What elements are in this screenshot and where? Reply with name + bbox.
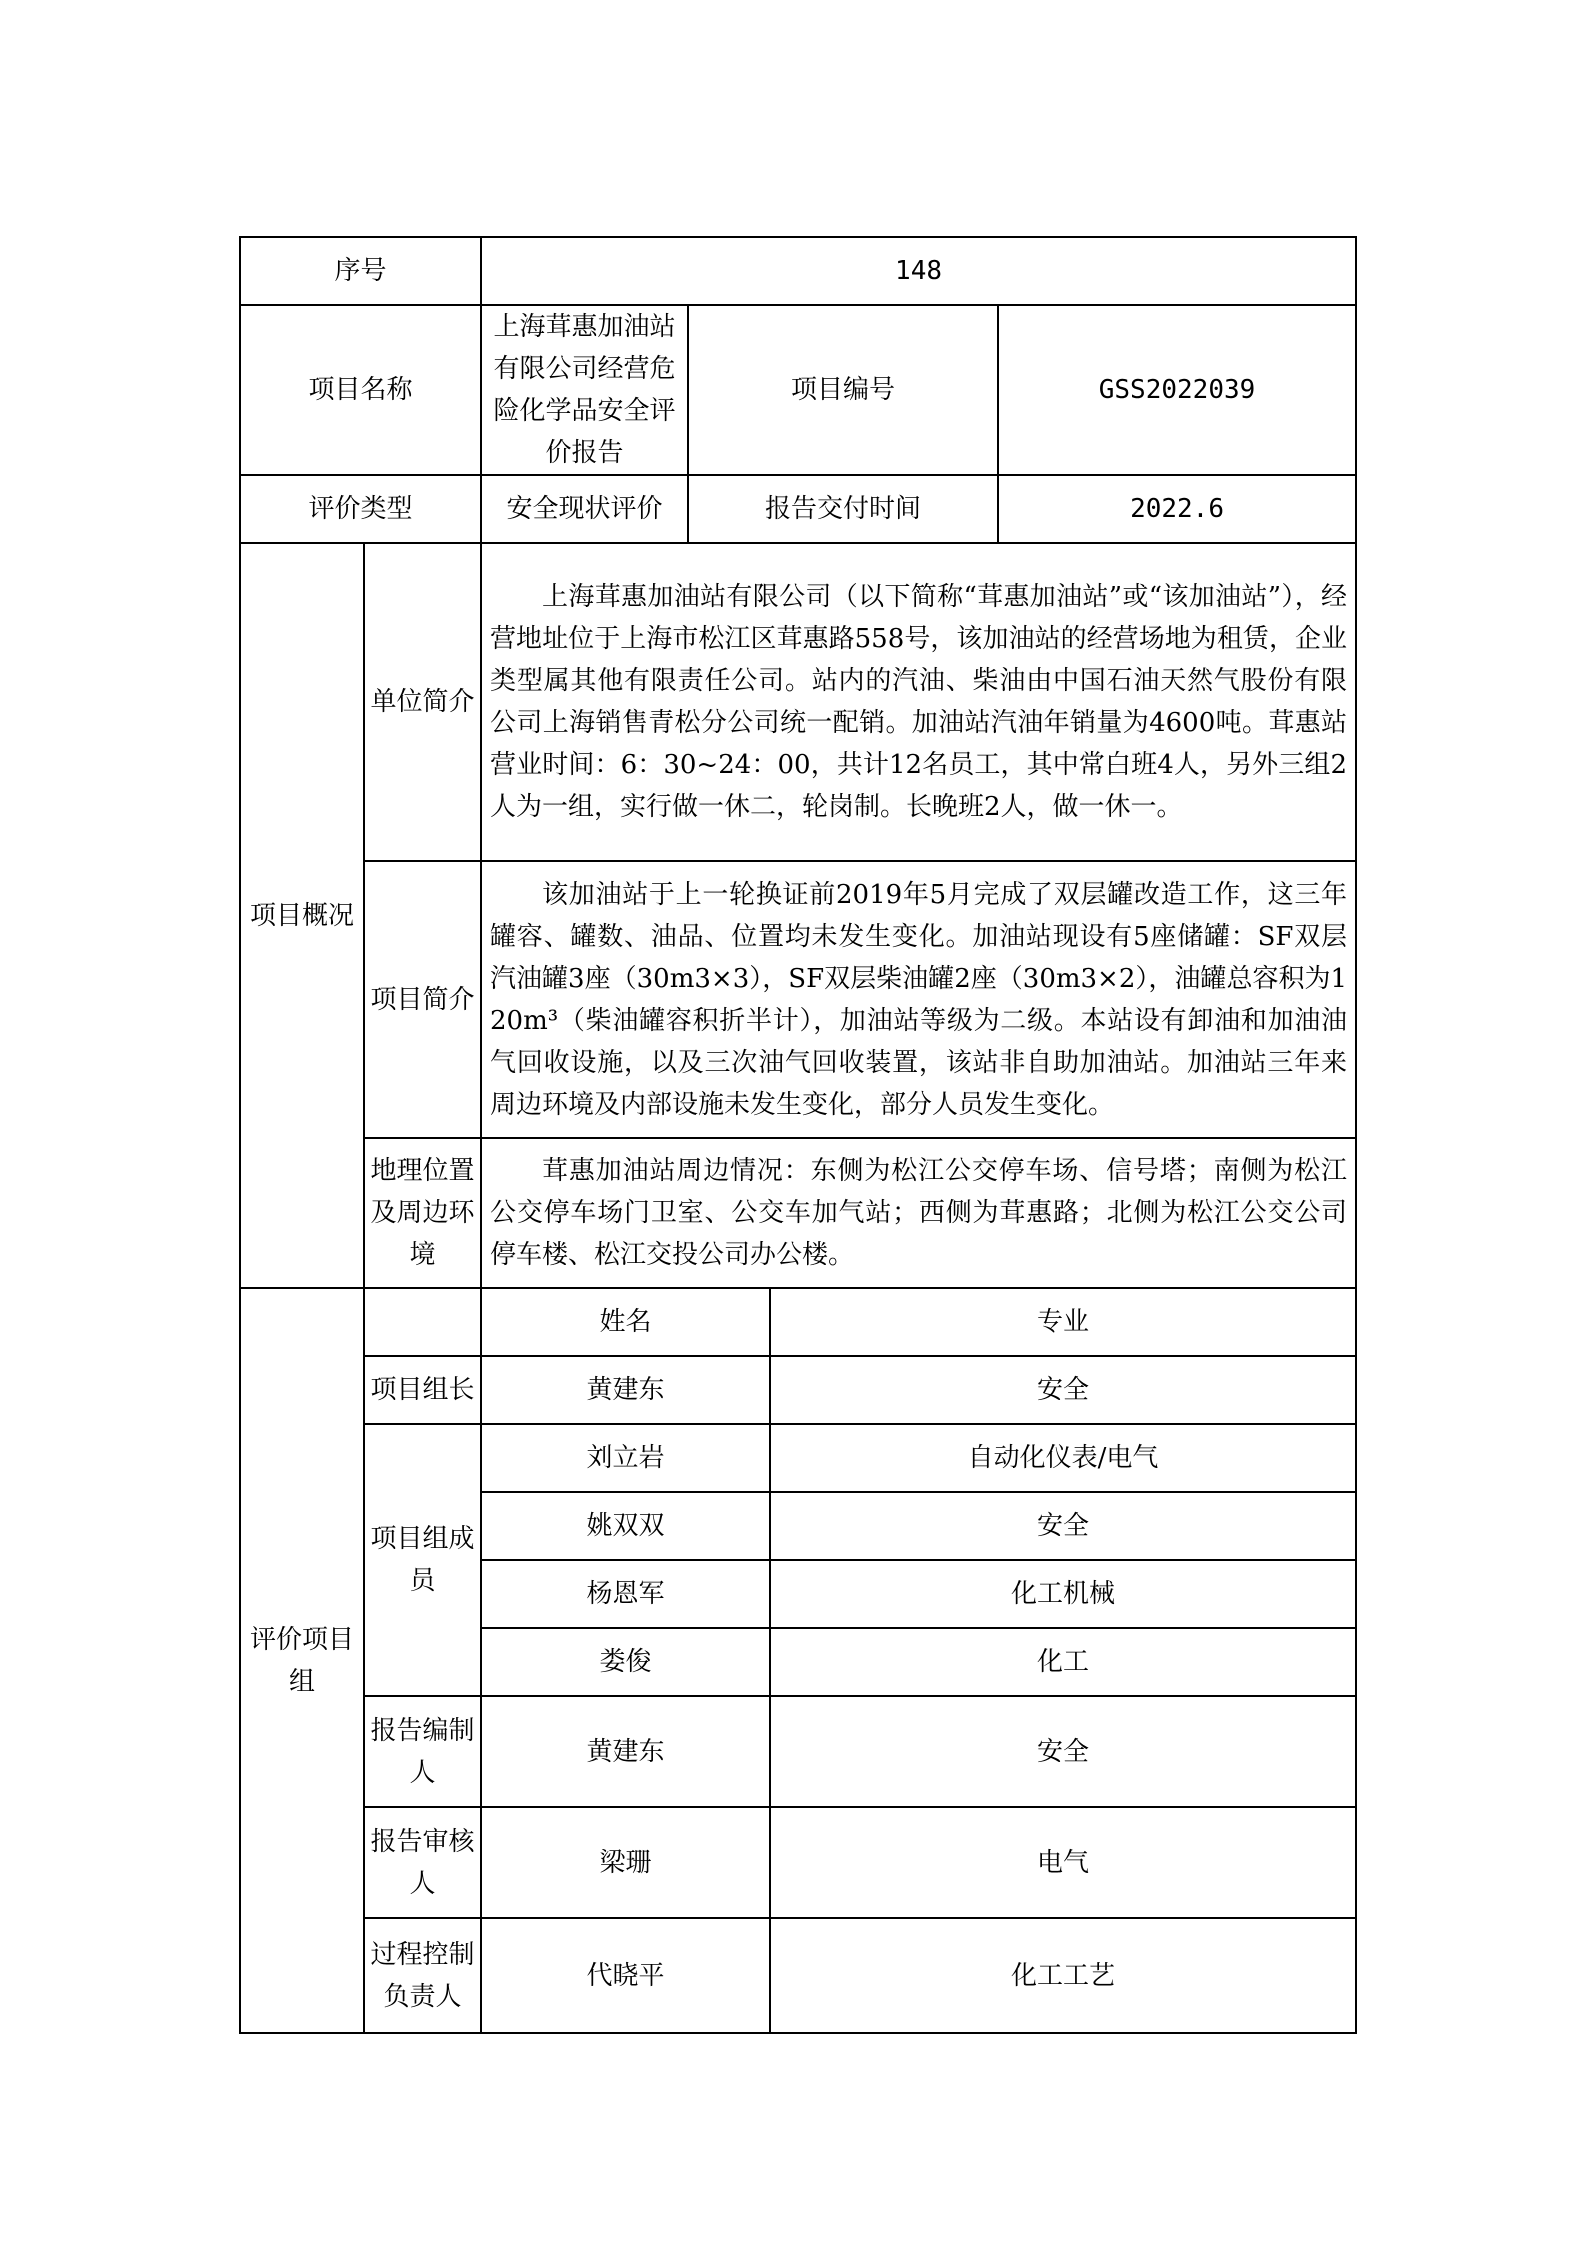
geo-row bbox=[240, 1138, 1356, 1288]
geo-text: 茸惠加油站周边情况：东侧为松江公交停车场、信号塔；南侧为松江公交停车场门卫室、公交车加气站；西侧为茸惠路；北侧为松江公交公司停车楼、松江交投公司办公楼。 bbox=[481, 1138, 1356, 1288]
member-major: 化工机械 bbox=[770, 1560, 1356, 1628]
unit-intro-label: 单位简介 bbox=[364, 543, 481, 861]
serial-row bbox=[240, 237, 1356, 305]
unit-intro-text: 上海茸惠加油站有限公司（以下简称“茸惠加油站”或“该加油站”），经营地址位于上海市松江区茸惠路558号，该加油站的经营场地为租赁，企业类型属其他有限责任公司。站内的汽油、柴油由中国石油天然气股份有限公司上海销售青松分公司统一配销。加油站汽油年销量为4600吨。茸惠站营业时间：6：30~24：00，共计12名员工，其中常白班4人，另外三组2人为一组，实行做一休二，轮岗制。长晚班2人，做一休一。 bbox=[481, 543, 1356, 861]
reviewer-label: 报告审核人 bbox=[364, 1807, 481, 1918]
serial-value: 148 bbox=[481, 237, 1356, 305]
control-row bbox=[240, 1918, 1356, 2033]
geo-label: 地理位置及周边环境 bbox=[364, 1138, 481, 1288]
project-name-value: 上海茸惠加油站有限公司经营危险化学品安全评价报告 bbox=[481, 305, 688, 475]
reviewer-name: 梁珊 bbox=[481, 1807, 770, 1918]
author-label: 报告编制人 bbox=[364, 1696, 481, 1807]
project-intro-text: 该加油站于上一轮换证前2019年5月完成了双层罐改造工作，这三年罐容、罐数、油品、位置均未发生变化。加油站现设有5座储罐：SF双层汽油罐3座（30m3×3），SF双层柴油罐2座（30m3×2），油罐总容积为120m³（柴油罐容积折半计），加油站等级为二级。本站设有卸油和加油油气回收设施，以及三次油气回收装置，该站非自助加油站。加油站三年来周边环境及内部设施未发生变化，部分人员发生变化。 bbox=[481, 861, 1356, 1138]
evaluation-type-row bbox=[240, 475, 1356, 543]
project-code-label: 项目编号 bbox=[688, 305, 998, 475]
control-label: 过程控制负责人 bbox=[364, 1918, 481, 2033]
author-major: 安全 bbox=[770, 1696, 1356, 1807]
member-major: 化工 bbox=[770, 1628, 1356, 1696]
report-table bbox=[239, 236, 1357, 2034]
major-header: 专业 bbox=[770, 1288, 1356, 1356]
reviewer-row bbox=[240, 1807, 1356, 1918]
team-header-blank bbox=[364, 1288, 481, 1356]
serial-label: 序号 bbox=[240, 237, 481, 305]
author-name: 黄建东 bbox=[481, 1696, 770, 1807]
project-name-label: 项目名称 bbox=[240, 305, 481, 475]
leader-name: 黄建东 bbox=[481, 1356, 770, 1424]
delivery-time-label: 报告交付时间 bbox=[688, 475, 998, 543]
member-major: 安全 bbox=[770, 1492, 1356, 1560]
control-name: 代晓平 bbox=[481, 1918, 770, 2033]
leader-row bbox=[240, 1356, 1356, 1424]
control-major: 化工工艺 bbox=[770, 1918, 1356, 2033]
project-intro-row bbox=[240, 861, 1356, 1138]
unit-intro-row bbox=[240, 543, 1356, 861]
team-header-row bbox=[240, 1288, 1356, 1356]
delivery-time-value: 2022.6 bbox=[998, 475, 1356, 543]
member-major: 自动化仪表/电气 bbox=[770, 1424, 1356, 1492]
project-name-row bbox=[240, 305, 1356, 475]
name-header: 姓名 bbox=[481, 1288, 770, 1356]
leader-major: 安全 bbox=[770, 1356, 1356, 1424]
leader-label: 项目组长 bbox=[364, 1356, 481, 1424]
reviewer-major: 电气 bbox=[770, 1807, 1356, 1918]
member-name: 刘立岩 bbox=[481, 1424, 770, 1492]
evaluation-type-label: 评价类型 bbox=[240, 475, 481, 543]
evaluation-type-value: 安全现状评价 bbox=[481, 475, 688, 543]
member-row bbox=[240, 1424, 1356, 1492]
author-row bbox=[240, 1696, 1356, 1807]
project-intro-label: 项目简介 bbox=[364, 861, 481, 1138]
member-name: 姚双双 bbox=[481, 1492, 770, 1560]
member-name: 娄俊 bbox=[481, 1628, 770, 1696]
team-label: 评价项目组 bbox=[240, 1288, 364, 2033]
member-name: 杨恩军 bbox=[481, 1560, 770, 1628]
project-code-value: GSS2022039 bbox=[998, 305, 1356, 475]
members-label: 项目组成员 bbox=[364, 1424, 481, 1696]
overview-label: 项目概况 bbox=[240, 543, 364, 1288]
